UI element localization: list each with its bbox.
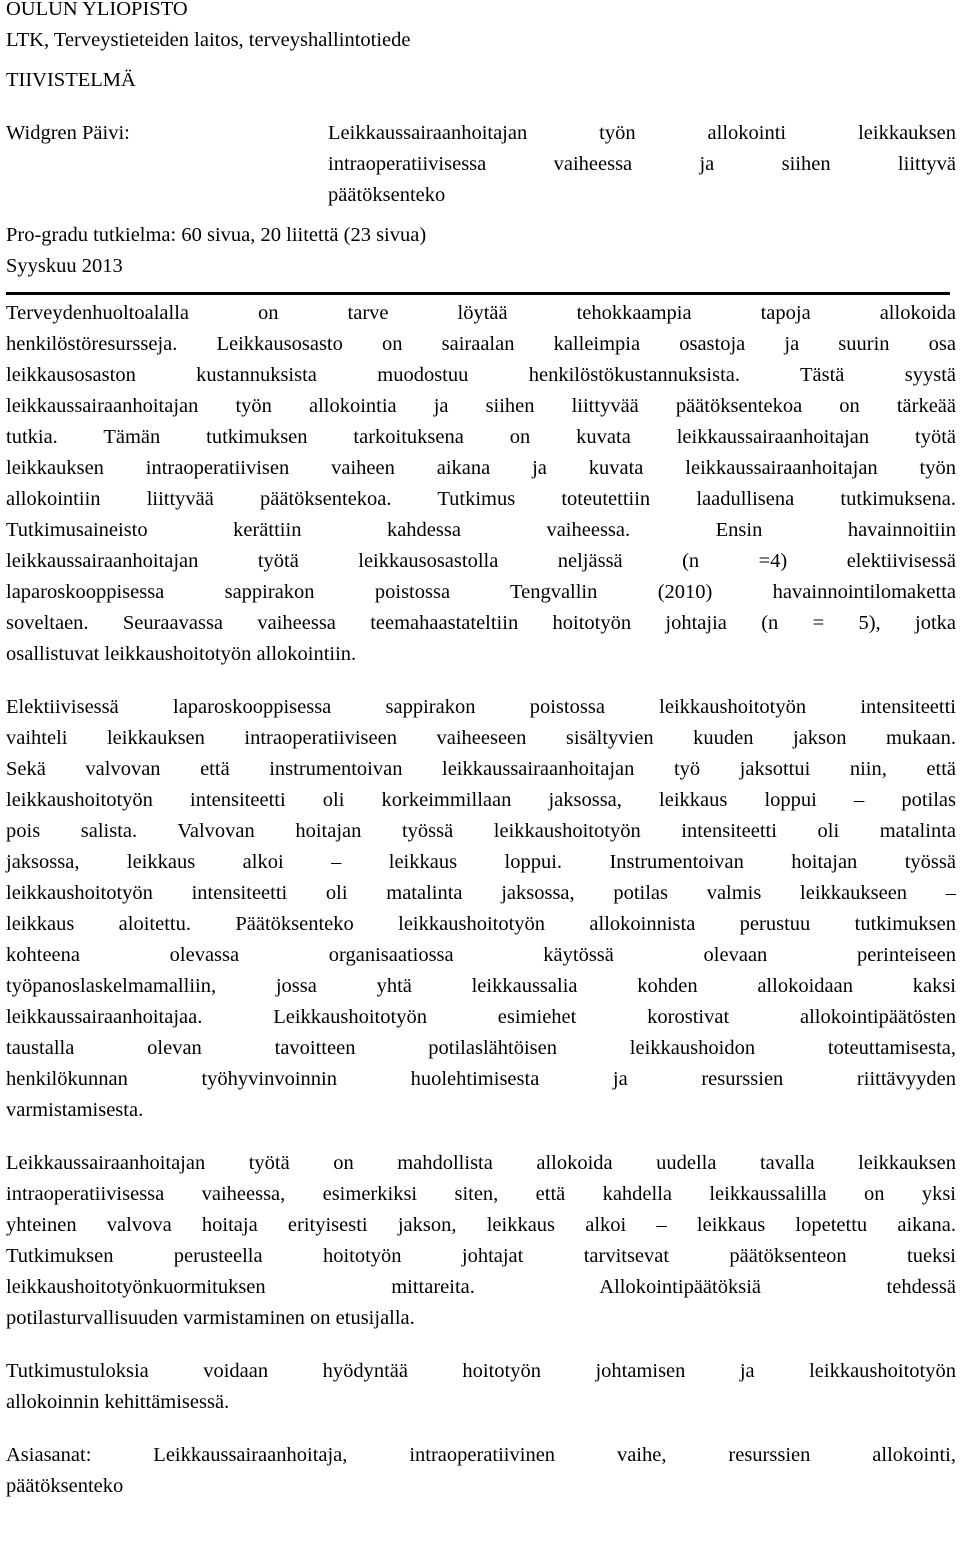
abstract-line: vaihteli leikkauksen intraoperatiiviseen vaiheeseen sisältyvien kuuden jakson mukaan. <box>6 727 956 749</box>
abstract-line: henkilöstöresursseja. Leikkausosasto on sairaalan kalleimpia osastoja ja suurin osa <box>6 333 956 355</box>
thesis-title-line: Leikkaussairaanhoitajan työn allokointi leikkauksen <box>328 122 956 144</box>
abstract-line: leikkausosaston kustannuksista muodostuu henkilöstökustannuksista. Tästä syystä <box>6 364 956 386</box>
abstract-line: leikkaushoitotyönkuormituksen mittareita. Allokointipäätöksiä tehdessä <box>6 1276 956 1298</box>
keywords-paragraph <box>6 1440 956 1502</box>
abstract-line: leikkaussairaanhoitajaa. Leikkaushoitotyön esimiehet korostivat allokointipäätösten <box>6 1006 956 1028</box>
abstract-line: soveltaen. Seuraavassa vaiheessa teemahaastateltiin hoitotyön johtajia (n = 5), jotka <box>6 612 956 634</box>
university-name: OULUN YLIOPISTO <box>6 0 188 20</box>
abstract-line: leikkaus aloitettu. Päätöksenteko leikkaushoitotyön allokoinnista perustuu tutkimuksen <box>6 913 956 935</box>
abstract-line: työpanoslaskelmamalliin, jossa yhtä leikkaussalia kohden allokoidaan kaksi <box>6 975 956 997</box>
abstract-line: leikkauksen intraoperatiivisen vaiheen aikana ja kuvata leikkaussairaanhoitajan työn <box>6 457 956 479</box>
abstract-line: Tutkimustuloksia voidaan hyödyntää hoitotyön johtamisen ja leikkaushoitotyön <box>6 1360 956 1382</box>
document-type: TIIVISTELMÄ <box>6 69 136 91</box>
thesis-type-line: Pro-gradu tutkielma: 60 sivua, 20 liitettä (23 sivua) <box>6 224 427 246</box>
abstract-line: jaksossa, leikkaus alkoi – leikkaus loppui. Instrumentoivan hoitajan työssä <box>6 851 956 873</box>
abstract-line: leikkaussairaanhoitajan työn allokointia ja siihen liittyvää päätöksentekoa on tärkeää <box>6 395 956 417</box>
abstract-line: yhteinen valvova hoitaja erityisesti jakson, leikkaus alkoi – leikkaus lopetettu aikana. <box>6 1214 956 1236</box>
abstract-line: Elektiivisessä laparoskooppisessa sappirakon poistossa leikkaushoitotyön intensiteetti <box>6 696 956 718</box>
abstract-line: Leikkaussairaanhoitajan työtä on mahdollista allokoida uudella tavalla leikkauksen <box>6 1152 956 1174</box>
document-page <box>6 0 956 1502</box>
department-name: LTK, Terveystieteiden laitos, terveyshallintotiede <box>6 29 411 51</box>
abstract-line: taustalla olevan tavoitteen potilaslähtöisen leikkaushoidon toteuttamisesta, <box>6 1037 956 1059</box>
abstract-line: leikkaussairaanhoitajan työtä leikkausosastolla neljässä (n =4) elektiivisessä <box>6 550 956 572</box>
abstract-line: pois salista. Valvovan hoitajan työssä leikkaushoitotyön intensiteetti oli matalinta <box>6 820 956 842</box>
author-label: Widgren Päivi: <box>6 122 130 144</box>
abstract-line: varmistamisesta. <box>6 1099 144 1121</box>
horizontal-divider <box>6 292 950 295</box>
abstract-line: kohteena olevassa organisaatiossa käytössä olevaan perinteiseen <box>6 944 956 966</box>
abstract-line: Tutkimuksen perusteella hoitotyön johtajat tarvitsevat päätöksenteon tueksi <box>6 1245 956 1267</box>
abstract-line: päätöksenteko <box>6 1475 124 1497</box>
abstract-line: potilasturvallisuuden varmistaminen on etusijalla. <box>6 1307 415 1329</box>
abstract-paragraph <box>6 1356 956 1418</box>
abstract-line: leikkaushoitotyön intensiteetti oli matalinta jaksossa, potilas valmis leikkaukseen – <box>6 882 956 904</box>
abstract-paragraph <box>6 692 956 1126</box>
abstract-line: leikkaushoitotyön intensiteetti oli korkeimmillaan jaksossa, leikkaus loppui – potilas <box>6 789 956 811</box>
abstract-line: intraoperatiivisessa vaiheessa, esimerkiksi siten, että kahdella leikkaussalilla on yksi <box>6 1183 956 1205</box>
author-title-block <box>6 118 956 211</box>
abstract-line: allokoinnin kehittämisessä. <box>6 1391 230 1413</box>
abstract-line: osallistuvat leikkaushoitotyön allokointiin. <box>6 643 357 665</box>
abstract-line: laparoskooppisessa sappirakon poistossa Tengvallin (2010) havainnointilomaketta <box>6 581 956 603</box>
abstract-line: Sekä valvovan että instrumentoivan leikkaussairaanhoitajan työ jaksottui niin, että <box>6 758 956 780</box>
abstract-line: Asiasanat: Leikkaussairaanhoitaja, intraoperatiivinen vaihe, resurssien allokointi, <box>6 1444 956 1466</box>
abstract-line: henkilökunnan työhyvinvoinnin huolehtimisesta ja resurssien riittävyyden <box>6 1068 956 1090</box>
abstract-line: allokointiin liittyvää päätöksentekoa. Tutkimus toteutettiin laadullisena tutkimuksena. <box>6 488 956 510</box>
thesis-title-line: päätöksenteko <box>328 184 446 206</box>
thesis-title-line: intraoperatiivisessa vaiheessa ja siihen liittyvä <box>328 153 956 175</box>
abstract-paragraph <box>6 298 956 670</box>
abstract-line: tutkia. Tämän tutkimuksen tarkoituksena on kuvata leikkaussairaanhoitajan työtä <box>6 426 956 448</box>
abstract-paragraph <box>6 1148 956 1334</box>
abstract-line: Terveydenhuoltoalalla on tarve löytää tehokkaampia tapoja allokoida <box>6 302 956 324</box>
thesis-title <box>328 118 956 211</box>
thesis-date: Syyskuu 2013 <box>6 255 123 277</box>
abstract-line: Tutkimusaineisto kerättiin kahdessa vaiheessa. Ensin havainnoitiin <box>6 519 956 541</box>
